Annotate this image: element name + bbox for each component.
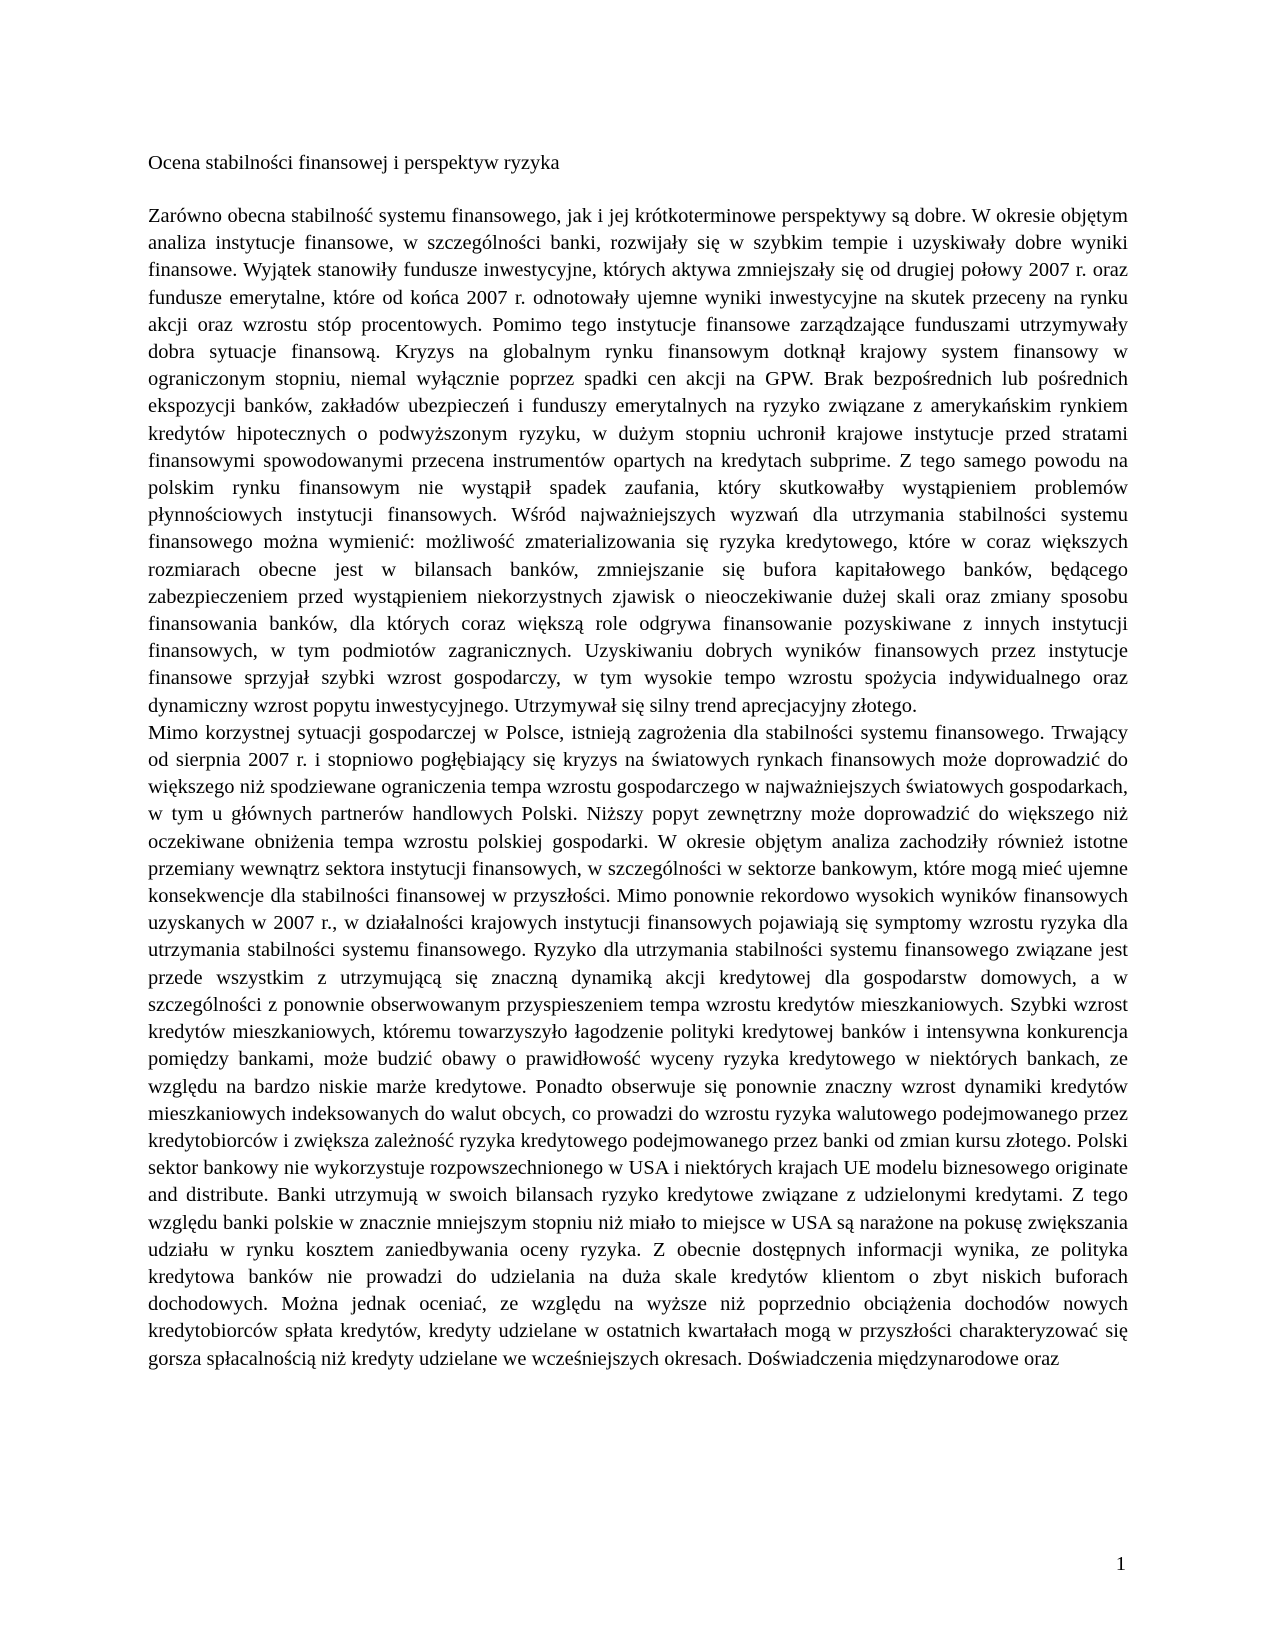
paragraph-2: Mimo korzystnej sytuacji gospodarczej w Polsce, istnieją zagrożenia dla stabilności systemu finansowego. Trwający od sierpnia 2007 r. i stopniowo pogłębiający się kryzys na światowych rynkach finansowych może doprowadzić do większego niż spodziewane ograniczenia tempa wzrostu gospodarczego w najważniejszych światowych gospodarkach, w tym u głównych partnerów handlowych Polski. Niższy popyt zewnętrzny może doprowadzić do większego niż oczekiwane obniżenia tempa wzrostu polskiej gospodarki. W okresie objętym analiza zachodziły również istotne przemiany wewnątrz sektora instytucji finansowych, w szczególności w sektorze bankowym, które mogą mieć ujemne konsekwencje dla stabilności finansowej w przyszłości. Mimo ponownie rekordowo wysokich wyników finansowych uzyskanych w 2007 r., w działalności krajowych instytucji finansowych pojawiają się symptomy wzrostu ryzyka dla utrzymania stabilności systemu finansowego. Ryzyko dla utrzymania stabilności systemu finansowego związane jest przede wszystkim z utrzymującą się znaczną dynamiką akcji kredytowej dla gospodarstw domowych, a w szczególności z ponownie obserwowanym przyspieszeniem tempa wzrostu kredytów mieszkaniowych. Szybki wzrost kredytów mieszkaniowych, któremu towarzyszyło łagodzenie polityki kredytowej banków i intensywna konkurencja pomiędzy bankami, może budzić obawy o prawidłowość wyceny ryzyka kredytowego w niektórych bankach, ze względu na bardzo niskie marże kredytowe. Ponadto obserwuje się ponownie znaczny wzrost dynamiki kredytów mieszkaniowych indeksowanych do walut obcych, co prowadzi do wzrostu ryzyka walutowego podejmowanego przez kredytobiorców i zwiększa zależność ryzyka kredytowego podejmowanego przez banki od zmian kursu złotego. Polski sektor bankowy nie wykorzystuje rozpowszechnionego w USA i niektórych krajach UE modelu biznesowego originate and distribute. Banki utrzymują w swoich bilansach ryzyko kredytowe związane z udzielonymi kredytami. Z tego względu banki polskie w znacznie mniejszym stopniu niż miało to miejsce w USA są narażone na pokusę zwiększania udziału w rynku kosztem zaniedbywania oceny ryzyka. Z obecnie dostępnych informacji wynika, ze polityka kredytowa banków nie prowadzi do udzielania na duża skale kredytów klientom o zbyt niskich buforach dochodowych. Można jednak oceniać, ze względu na wyższe niż poprzednio obciążenia dochodów nowych kredytobiorców spłata kredytów, kredyty udzielane w ostatnich kwartałach mogą w przyszłości charakteryzować się gorsza spłacalnością niż kredyty udzielane we wcześniejszych okresach. Doświadczenia międzynarodowe oraz [148,721,1128,1370]
paragraph-1: Zarówno obecna stabilność systemu finansowego, jak i jej krótkoterminowe perspektywy są dobre. W okresie objętym analiza instytucje finansowe, w szczególności banki, rozwijały się w szybkim tempie i uzyskiwały dobre wyniki finansowe. Wyjątek stanowiły fundusze inwestycyjne, których aktywa zmniejszały się od drugiej połowy 2007 r. oraz fundusze emerytalne, które od końca 2007 r. odnotowały ujemne wyniki inwestycyjne na skutek przeceny na rynku akcji oraz wzrostu stóp procentowych. Pomimo tego instytucje finansowe zarządzające funduszami utrzymywały dobra sytuacje finansową. Kryzys na globalnym rynku finansowym dotknął krajowy system finansowy w ograniczonym stopniu, niemal wyłącznie poprzez spadki cen akcji na GPW. Brak bezpośrednich lub pośrednich ekspozycji banków, zakładów ubezpieczeń i funduszy emerytalnych na ryzyko związane z amerykańskim rynkiem kredytów hipotecznych o podwyższonym ryzyku, w dużym stopniu uchronił krajowe instytucje przed stratami finansowymi spowodowanymi przecena instrumentów opartych na kredytach subprime. Z tego samego powodu na polskim rynku finansowym nie wystąpił spadek zaufania, który skutkowałby wystąpieniem problemów płynnościowych instytucji finansowych. Wśród najważniejszych wyzwań dla utrzymania stabilności systemu finansowego można wymienić: możliwość zmaterializowania się ryzyka kredytowego, które w coraz większych rozmiarach obecne jest w bilansach banków, zmniejszanie się bufora kapitałowego banków, będącego zabezpieczeniem przed wystąpieniem niekorzystnych zjawisk o nieoczekiwanie dużej skali oraz zmiany sposobu finansowania banków, dla których coraz większą role odgrywa finansowanie pozyskiwane z innych instytucji finansowych, w tym podmiotów zagranicznych. Uzyskiwaniu dobrych wyników finansowych przez instytucje finansowe sprzyjał szybki wzrost gospodarczy, w tym wysokie tempo wzrostu spożycia indywidualnego oraz dynamiczny wzrost popytu inwestycyjnego. Utrzymywał się silny trend aprecjacyjny złotego. [148,205,1128,717]
document-body [148,203,1128,1373]
page-number: 1 [1115,1553,1126,1575]
document-title: Ocena stabilności finansowej i perspektyw ryzyka [148,152,560,174]
